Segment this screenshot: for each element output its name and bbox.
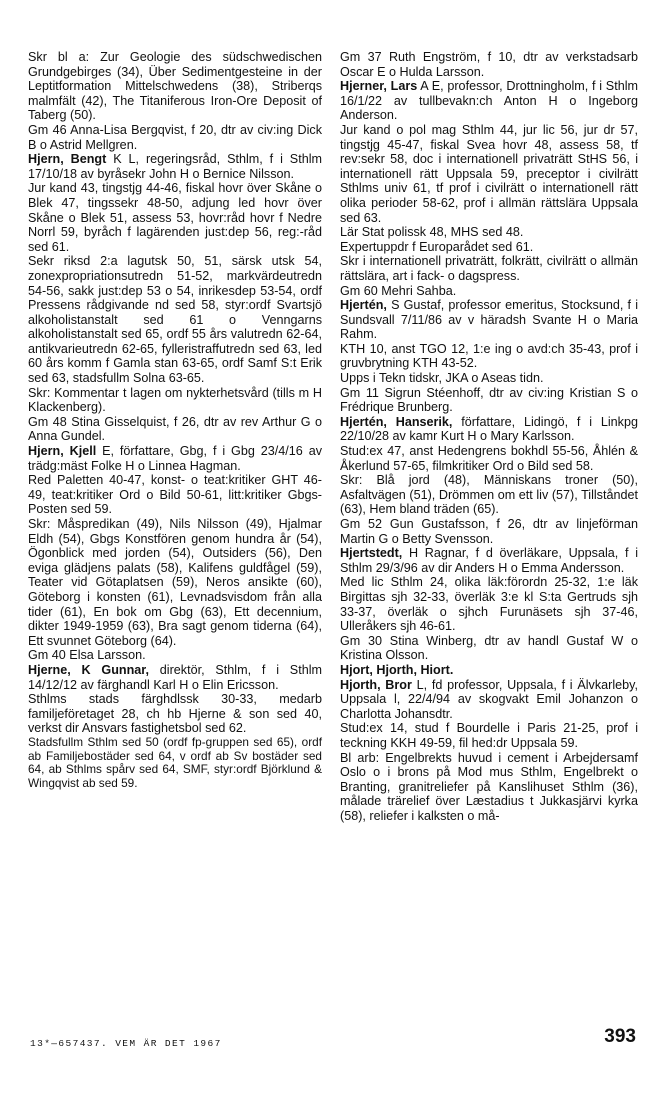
entry-text: Gm 48 Stina Gisselquist, f 26, dtr av rev Arthur G o Anna Gundel. [28,414,322,444]
entry-text: författare, Lidingö, f i Linkpg 22/10/28 av kamr Kurt H o Mary Karlsson. [340,414,638,444]
entry-text: Gm 11 Sigrun Stéenhoff, dtr av civ:ing Kristian S o Frédrique Brunberg. [340,385,638,415]
entry-paragraph [28,181,322,254]
entry-headword: Hjerne, K Gunnar, [28,662,149,677]
entry-text: A E, professor, Drottningholm, f i Sthlm 16/1/22 av tullbevakn:ch Anton H o Ingeborg Anderson. [340,79,638,123]
entry-paragraph [340,79,638,123]
entry-text: Gm 37 Ruth Engström, f 10, dtr av verkstadsarb Oscar E o Hulda Larsson. [340,50,638,79]
entry-text: Gm 30 Stina Winberg, dtr av handl Gustaf W o Kristina Olsson. [340,633,638,663]
entry-text: Skr: Måspredikan (49), Nils Nilsson (49), Hjalmar Eldh (54), Gbgs Konstfören genom hundra år (54), Ögonblick med jorden (54), Outsiders (56), Den eviga glädjens palats (58), Kalifens guldfågel (59), Teater vid Götaplatsen (59), Neros ansikte (60), Göteborg i konsten (61), Levnadsvisdom från alla tider (61), En bok om Gbg (63), Ett decennium, dikter 1949-1959 (63), Bra sagt genom tiderna (64), Ett svunnet Göteborg (64). [28,517,322,648]
entry-paragraph [340,751,638,824]
entry-paragraph [28,473,322,517]
entry-headword: Hjertstedt, [340,546,403,561]
page-number: 393 [604,1026,636,1047]
entry-text: Jur kand o pol mag Sthlm 44, jur lic 56, jur dr 57, tingstjg 45-47, fiskal Svea hovr 48, assess 58, tf rev:sekr 58, doc i internationell privaträtt StHS 56, i internationell rätt Uppsala 59, preceptor i civilrätt Sthlms univ 61, tf prof i civilrätt o internationell rätt olika perioder 58-62, prof i allmän rättslära Uppsala sed 63. [340,122,638,225]
entry-paragraph [340,342,638,371]
entry-headword: Hjort, Hjorth, Hiort. [340,662,454,677]
entry-paragraph [28,663,322,692]
entry-text: Expertuppdr f Europarådet sed 61. [340,239,534,254]
entry-text: Stadsfullm Sthlm sed 50 (ordf fp-gruppen sed 65), ordf ab Familjebostäder sed 64, v ordf ab Sv bostäder sed 64, ab Sthlms spårv sed 64, SMF, styr:ordf Björklund & Wingqvist ab sed 59. [28,734,322,790]
entry-text: Red Paletten 40-47, konst- o teat:kritiker GHT 46-49, teat:kritiker Ord o Bild 50-61, litt:kritiker Gbgs-Posten sed 59. [28,473,322,517]
entry-text: Skr: Kommentar t lagen om nykterhetsvård (tills m H Klackenberg). [28,385,322,415]
entry-text: Skr: Blå jord (48), Människans troner (50), Asfaltvägen (51), Drömmen om ett liv (57), Tillståndet (63), Hem bland träden (65). [340,473,638,517]
entry-paragraph [340,473,638,517]
entry-text: E, författare, Gbg, f i Gbg 23/4/16 av trädg:mäst Folke H o Linnea Hagman. [28,444,322,473]
entry-headword: Hjertén, [340,298,387,313]
entry-headword: Hjerner, Lars [340,79,418,94]
entry-paragraph [28,648,322,663]
entry-text: Gm 52 Gun Gustafsson, f 26, dtr av linjeförman Martin G o Betty Svensson. [340,517,638,546]
entry-paragraph [28,386,322,415]
entry-text: KTH 10, anst TGO 12, 1:e ing o avd:ch 35-43, prof i gruvbrytning KTH 43-52. [340,341,638,371]
entry-text: Skr i internationell privaträtt, folkrätt, civilrätt o allmän rättslära, art i fack- o dagspress. [340,254,638,283]
entry-paragraph [340,663,638,678]
entry-headword: Hjertén, Hanserik, [340,414,453,429]
entry-paragraph [340,284,638,299]
entry-headword: Hjern, Bengt [28,152,107,167]
entry-paragraph [28,152,322,181]
entry-paragraph [340,634,638,663]
entry-text: Med lic Sthlm 24, olika läk:förordn 25-32, 1:e läk Birgittas sjh 32-33, överläk 3:e kl S:ta Gertruds sjh 33-37, överläk o sjhch Furunäsets sjh 37-46, Ulleråkers sjh 46-61. [340,575,638,634]
entry-paragraph [340,721,638,750]
entry-text: Sekr riksd 2:a lagutsk 50, 51, särsk utsk 54, zonexpropriationsutredn 51-52, markvärdeutredn 54-56, sakk just:dep 53 o 54, inrikesdep 53-54, ordf Pressens rådgivande nd sed 58, styr:ordf Svartsjö alkoholistanstalt sed 61 o Venngarns alkoholistanstalt sed 65, ordf 55 års valutredn 62-64, antikvarieutredn 62-65, fylleristraffutredn sed 63, led 60 års komm f Gamla stan 63-65, ordf Samf S:t Erik sed 63, stadsfullm Solna 63-65. [28,254,322,386]
entry-text: Gm 60 Mehri Sahba. [340,283,457,298]
entry-paragraph [340,517,638,546]
entry-text: S Gustaf, professor emeritus, Stocksund, f i Sundsvall 7/11/86 av v häradsh Svante H o Maria Rahm. [340,298,638,342]
entry-paragraph [340,50,638,79]
entry-paragraph [340,415,638,444]
entry-text: L, fd professor, Uppsala, f i Älvkarleby, Uppsala l, 22/4/94 av skogvakt Emil Johanzon o Charlotta Johansdtr. [340,677,638,721]
entry-paragraph [28,444,322,473]
entry-paragraph [340,444,638,473]
entry-paragraph [28,254,322,385]
entry-text: Skr bl a: Zur Geologie des südschwedischen Grundgebirges (34), Über Sedimentgesteine in der Leptitformation Mittelschwedens (38), Striberqs malmfält (42), The Titaniferous Iron-Ore Deposit of Taberg (50). [28,50,322,123]
entry-headword: Hjern, Kjell [28,444,97,459]
entry-paragraph [340,386,638,415]
entry-paragraph [340,225,638,240]
entry-text: Sthlms stads färghdlssk 30-33, medarb familjeföretaget 28, ch hb Hjerne & son sed 40, verkst dir Ansvars fastighetsbol sed 62. [28,692,322,736]
entry-paragraph [340,575,638,633]
footer-code: 13*—657437. VEM ÄR DET 1967 [30,1038,222,1049]
entry-text: Gm 40 Elsa Larsson. [28,648,146,663]
entry-paragraph [340,298,638,342]
entry-text: H Ragnar, f d överläkare, Uppsala, f i Sthlm 29/3/96 av dir Anders H o Emma Andersson. [340,546,638,575]
entry-paragraph [340,371,638,386]
entry-text: Bl arb: Engelbrekts huvud i cement i Arbejdersamf Oslo o i brons på Mod mus Sthlm, Engelbrekt o Branting, granitreliefer på Kanslihuset Sthlm (36), målade trärelief över Læstadius t Jukkasjärvi kyrka (58), reliefer i kalksten o må- [340,750,638,823]
entry-paragraph [28,517,322,648]
entry-paragraph [340,123,638,225]
left-column [28,50,322,790]
entry-paragraph [28,736,322,790]
entry-paragraph [28,415,322,444]
entry-text: Jur kand 43, tingstjg 44-46, fiskal hovr över Skåne o Blek 47, tingssekr 48-50, adjung led hovr över Skåne o Blek 51, assess 53, hovr:råd hovr f Nedre Norrl 59, byråch f lagärenden just:dep 56, reg:-råd sed 61. [28,181,322,254]
entry-paragraph [28,692,322,736]
entry-text: Lär Stat polissk 48, MHS sed 48. [340,225,524,240]
entry-paragraph [340,240,638,255]
entry-paragraph [340,546,638,575]
entry-paragraph [28,123,322,152]
right-column [340,50,638,823]
entry-paragraph [28,50,322,123]
entry-text: Gm 46 Anna-Lisa Bergqvist, f 20, dtr av civ:ing Dick B o Astrid Mellgren. [28,122,322,152]
entry-text: K L, regeringsråd, Sthlm, f i Sthlm 17/10/18 av byråsekr John H o Bernice Nilsson. [28,152,323,181]
entry-text: Stud:ex 47, anst Hedengrens bokhdl 55-56, Åhlén & Åkerlund 57-65, filmkritiker Ord o Bild sed 58. [340,444,638,473]
entry-text: Stud:ex 14, stud f Bourdelle i Paris 21-25, prof i teckning KKH 49-59, fil hed:dr Uppsala 59. [340,721,638,750]
entry-text: direktör, Sthlm, f i Sthlm 14/12/12 av färghandl Karl H o Elin Ericsson. [28,662,322,692]
entry-headword: Hjorth, Bror [340,677,412,692]
entry-paragraph [340,254,638,283]
entry-paragraph [340,678,638,722]
entry-text: Upps i Tekn tidskr, JKA o Aseas tidn. [340,371,544,386]
